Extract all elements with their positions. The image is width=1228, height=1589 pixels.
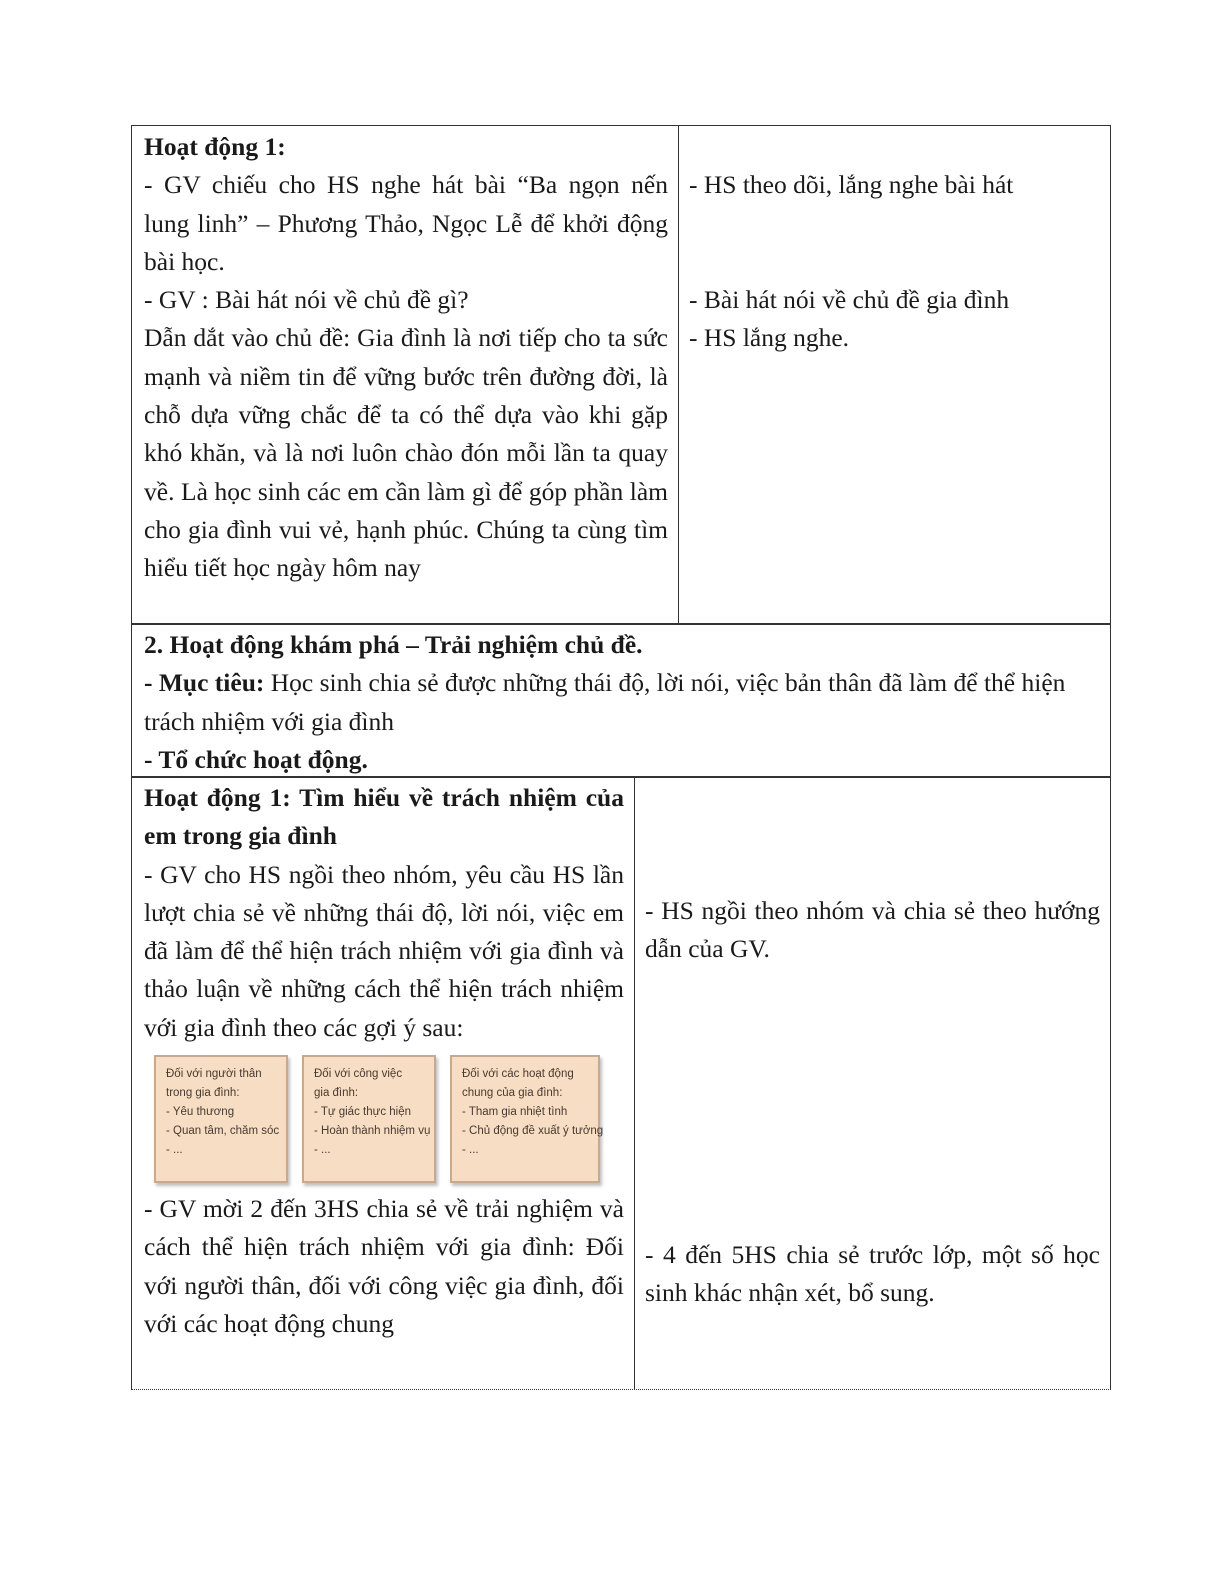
card-line: Đối với người thân xyxy=(166,1068,262,1081)
responsibility-heading: Hoạt động 1: Tìm hiểu về trách nhiệm của em trong gia đình xyxy=(144,783,624,851)
card-line: - ... xyxy=(314,1144,331,1157)
student-answer-topic: - Bài hát nói về chủ đề gia đình xyxy=(689,284,1010,314)
explore-goal xyxy=(144,664,1100,741)
card-line: gia đình: xyxy=(314,1087,359,1100)
student-listen: - HS lắng nghe. xyxy=(689,323,850,353)
activity1-teacher-cell xyxy=(132,126,678,624)
goal-label: - Mục tiêu: xyxy=(144,668,265,698)
card-line: chung của gia đình: xyxy=(462,1087,563,1100)
activity1-row xyxy=(131,125,1111,625)
activity1-student-cell xyxy=(679,126,1110,624)
card-line: trong gia đình: xyxy=(166,1087,240,1100)
card-line: - Hoàn thành nhiệm vụ xyxy=(314,1125,431,1138)
student-listen-song: - HS theo dõi, lắng nghe bài hát xyxy=(689,170,1014,199)
teacher-question: - GV : Bài hát nói về chủ đề gì? xyxy=(144,285,469,315)
student-group-share: - HS ngồi theo nhóm và chia sẻ theo hướng dẫn của GV. xyxy=(645,896,1100,964)
goal-text: Học sinh chia sẻ được những thái độ, lời nói, việc bản thân đã làm để thể hiện trách nhiệm với gia đình xyxy=(144,668,1066,736)
card-family-activities xyxy=(450,1055,604,1183)
responsibility-teacher-cell xyxy=(132,777,634,1389)
card-line: Đối với các hoạt động xyxy=(462,1068,574,1081)
responsibility-activity-row xyxy=(131,776,1111,1390)
activity1-heading: Hoạt động 1: xyxy=(144,132,286,161)
card-line: - Yêu thương xyxy=(166,1106,235,1119)
card-line: - ... xyxy=(462,1144,479,1157)
student-class-share: - 4 đến 5HS chia sẻ trước lớp, một số học sinh khác nhận xét, bổ sung. xyxy=(645,1240,1100,1308)
card-line: - Tham gia nhiệt tình xyxy=(462,1106,568,1119)
teacher-invite-share: - GV mời 2 đến 3HS chia sẻ về trải nghiệm và cách thể hiện trách nhiệm với gia đình: Đối với người thân, đối với công việc gia đình, đối với các hoạt động chung xyxy=(144,1194,624,1338)
explore-section-title: 2. Hoạt động khám phá – Trải nghiệm chủ đề. xyxy=(144,630,643,659)
suggestion-cards xyxy=(154,1055,624,1190)
teacher-song-instruction: - GV chiếu cho HS nghe hát bài “Ba ngọn nến lung linh” – Phương Thảo, Ngọc Lễ để khởi động bài học. xyxy=(144,170,668,276)
card-line: Đối với công việc xyxy=(314,1068,403,1081)
card-line: - Quan tâm, chăm sóc xyxy=(166,1125,280,1138)
card-line: - Tự giác thực hiện xyxy=(314,1106,412,1119)
card-housework xyxy=(302,1055,436,1183)
responsibility-student-cell xyxy=(635,777,1110,1389)
teacher-group-instruction: - GV cho HS ngồi theo nhóm, yêu cầu HS lần lượt chia sẻ về những thái độ, lời nói, việc em đã làm để thể hiện trách nhiệm với gia đình và thảo luận về những cách thể hiện trách nhiệm với gia đình theo các gợi ý sau: xyxy=(144,859,624,1042)
card-line: - Chủ động đề xuất ý tưởng xyxy=(462,1125,604,1138)
card-relatives xyxy=(154,1055,288,1183)
explore-section-row xyxy=(131,623,1111,778)
topic-introduction: Dẫn dắt vào chủ đề: Gia đình là nơi tiếp cho ta sức mạnh và niềm tin để vững bước trên đường đời, là chỗ dựa vững chắc để ta có thể dựa vào khi gặp khó khăn, và là nơi luôn chào đón mỗi lần ta quay về. Là học sinh các em cần làm gì để góp phần làm cho gia đình vui vẻ, hạnh phúc. Chúng ta cùng tìm hiểu tiết học ngày hôm nay xyxy=(144,323,668,583)
card-line: - ... xyxy=(166,1144,183,1157)
organize-activity: - Tổ chức hoạt động. xyxy=(144,744,368,774)
